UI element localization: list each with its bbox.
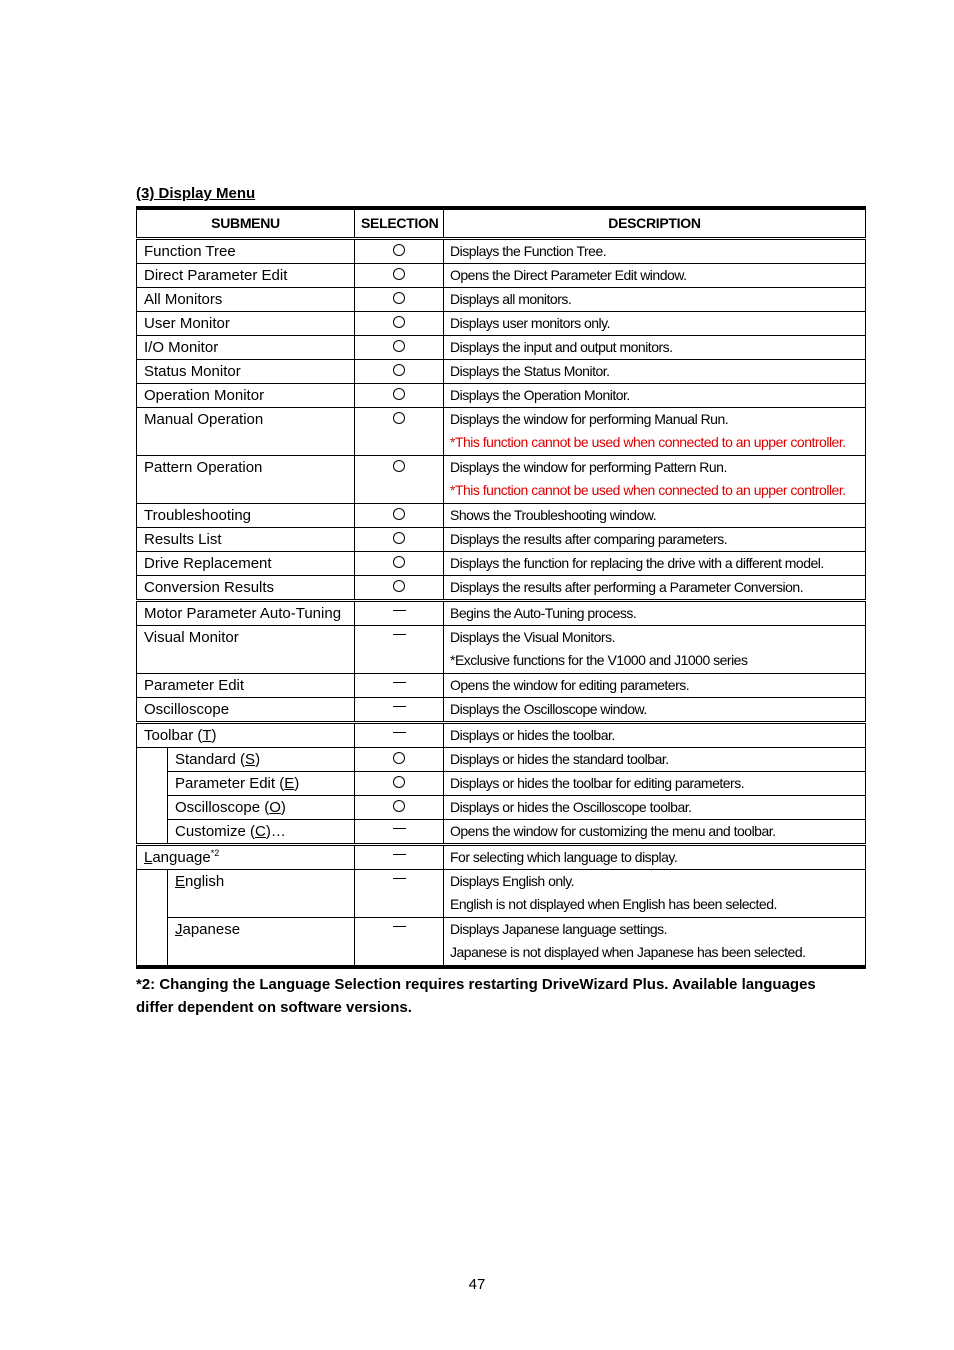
restriction-note: *This function cannot be used when connected to an upper controller. (450, 482, 846, 498)
selection-cell (355, 336, 444, 360)
description: Displays or hides the Oscilloscope toolbar. (444, 796, 866, 820)
dash-mark-icon (393, 732, 406, 733)
table-row (137, 674, 866, 698)
col-header-selection: SELECTION (355, 208, 444, 239)
selection-cell (355, 552, 444, 576)
table-row (137, 360, 866, 384)
table-row (137, 772, 866, 796)
table-row (137, 820, 866, 845)
submenu-name: Conversion Results (137, 576, 355, 601)
name-suffix: apanese (182, 921, 241, 938)
circle-mark-icon (393, 752, 405, 764)
indent-cell (137, 870, 168, 968)
description: Opens the window for editing parameters. (444, 674, 866, 698)
submenu-name: Troubleshooting (137, 504, 355, 528)
access-key: T (202, 727, 212, 744)
display-menu-table (136, 206, 866, 969)
dash-mark-icon (393, 634, 406, 635)
table-row (137, 288, 866, 312)
description-line: Displays English only. (450, 873, 575, 889)
circle-mark-icon (393, 532, 405, 544)
table-row (137, 796, 866, 820)
description-line: Displays the Visual Monitors. (450, 629, 615, 645)
submenu-name: Drive Replacement (137, 552, 355, 576)
submenu-name: Visual Monitor (137, 626, 355, 674)
submenu-name: Results List (137, 528, 355, 552)
description-line: *Exclusive functions for the V1000 and J1000 series (450, 652, 748, 668)
selection-cell (355, 264, 444, 288)
description-line: Displays Japanese language settings. (450, 921, 668, 937)
submenu-name: Parameter Edit (137, 674, 355, 698)
submenu-name: Direct Parameter Edit (137, 264, 355, 288)
selection-cell (355, 845, 444, 870)
circle-mark-icon (393, 508, 405, 520)
name-suffix: ) (255, 751, 261, 768)
description: Displays the Function Tree. (444, 239, 866, 264)
col-header-description: DESCRIPTION (444, 208, 866, 239)
table-row (137, 408, 866, 456)
submenu-name: All Monitors (137, 288, 355, 312)
name-suffix: ) (294, 775, 300, 792)
submenu-name (137, 845, 355, 870)
description: For selecting which language to display. (444, 845, 866, 870)
access-key: J (175, 921, 183, 938)
description: Displays the Operation Monitor. (444, 384, 866, 408)
submenu-name (168, 796, 355, 820)
selection-cell (355, 312, 444, 336)
selection-cell (355, 918, 444, 968)
name-suffix: ) (280, 799, 286, 816)
access-key: O (269, 799, 281, 816)
submenu-name (168, 870, 355, 918)
dash-mark-icon (393, 926, 406, 927)
submenu-name: Manual Operation (137, 408, 355, 456)
selection-cell (355, 870, 444, 918)
submenu-name (168, 918, 355, 968)
circle-mark-icon (393, 292, 405, 304)
submenu-name: Pattern Operation (137, 456, 355, 504)
dash-mark-icon (393, 828, 406, 829)
selection-cell (355, 601, 444, 626)
name-prefix: Oscilloscope ( (175, 799, 270, 816)
footnote-ref: *2 (210, 848, 220, 858)
selection-cell (355, 576, 444, 601)
circle-mark-icon (393, 800, 405, 812)
circle-mark-icon (393, 580, 405, 592)
submenu-name: Status Monitor (137, 360, 355, 384)
selection-cell (355, 504, 444, 528)
table-row (137, 918, 866, 968)
table-row (137, 698, 866, 723)
selection-cell (355, 723, 444, 748)
description: Displays the input and output monitors. (444, 336, 866, 360)
description: Displays the results after comparing parameters. (444, 528, 866, 552)
table-row (137, 239, 866, 264)
description: Displays or hides the toolbar. (444, 723, 866, 748)
table-row (137, 576, 866, 601)
table-row (137, 748, 866, 772)
circle-mark-icon (393, 556, 405, 568)
name-suffix: anguage (152, 849, 211, 866)
table-row (137, 723, 866, 748)
submenu-name: Motor Parameter Auto-Tuning (137, 601, 355, 626)
description: Displays user monitors only. (444, 312, 866, 336)
description: Displays or hides the standard toolbar. (444, 748, 866, 772)
description: Displays the function for replacing the drive with a different model. (444, 552, 866, 576)
access-key: C (255, 823, 266, 840)
description: Displays the Oscilloscope window. (444, 698, 866, 723)
selection-cell (355, 748, 444, 772)
circle-mark-icon (393, 244, 405, 256)
submenu-name: Oscilloscope (137, 698, 355, 723)
circle-mark-icon (393, 364, 405, 376)
description: Begins the Auto-Tuning process. (444, 601, 866, 626)
table-row (137, 601, 866, 626)
selection-cell (355, 698, 444, 723)
name-prefix: Parameter Edit ( (175, 775, 285, 792)
description (444, 870, 866, 918)
dash-mark-icon (393, 706, 406, 707)
access-key: L (144, 849, 153, 866)
col-header-submenu: SUBMENU (137, 208, 355, 239)
name-suffix: )… (265, 823, 286, 840)
submenu-name: Operation Monitor (137, 384, 355, 408)
submenu-name (168, 748, 355, 772)
selection-cell (355, 796, 444, 820)
table-row (137, 336, 866, 360)
circle-mark-icon (393, 412, 405, 424)
table-row (137, 456, 866, 504)
table-row (137, 384, 866, 408)
table-row (137, 504, 866, 528)
description-line: Displays the window for performing Pattern Run. (450, 459, 727, 475)
description: Displays all monitors. (444, 288, 866, 312)
description: Opens the Direct Parameter Edit window. (444, 264, 866, 288)
description-line: Japanese is not displayed when Japanese has been selected. (450, 944, 806, 960)
selection-cell (355, 626, 444, 674)
table-row (137, 845, 866, 870)
circle-mark-icon (393, 388, 405, 400)
description: Shows the Troubleshooting window. (444, 504, 866, 528)
dash-mark-icon (393, 682, 406, 683)
selection-cell (355, 820, 444, 845)
description-line: Displays the window for performing Manual Run. (450, 411, 729, 427)
circle-mark-icon (393, 776, 405, 788)
dash-mark-icon (393, 854, 406, 855)
selection-cell (355, 384, 444, 408)
selection-cell (355, 360, 444, 384)
description-line: English is not displayed when English has been selected. (450, 896, 777, 912)
name-prefix: Customize ( (175, 823, 256, 840)
description (444, 408, 866, 456)
submenu-name (168, 820, 355, 845)
circle-mark-icon (393, 316, 405, 328)
description: Displays the results after performing a Parameter Conversion. (444, 576, 866, 601)
circle-mark-icon (393, 268, 405, 280)
dash-mark-icon (393, 878, 406, 879)
description (444, 456, 866, 504)
access-key: E (284, 775, 295, 792)
table-row (137, 626, 866, 674)
name-suffix: ) (211, 727, 217, 744)
page-number: 47 (468, 1276, 486, 1293)
description: Opens the window for customizing the menu and toolbar. (444, 820, 866, 845)
submenu-name (168, 772, 355, 796)
selection-cell (355, 456, 444, 504)
submenu-name: Function Tree (137, 239, 355, 264)
circle-mark-icon (393, 460, 405, 472)
name-prefix: Toolbar ( (144, 727, 203, 744)
table-row (137, 264, 866, 288)
description (444, 918, 866, 968)
selection-cell (355, 288, 444, 312)
selection-cell (355, 674, 444, 698)
selection-cell (355, 772, 444, 796)
footnote: *2: Changing the Language Selection requires restarting DriveWizard Plus. Available languages differ dependent on software versions. (136, 976, 816, 1016)
table-row (137, 552, 866, 576)
description: Displays or hides the toolbar for editing parameters. (444, 772, 866, 796)
section-heading: (3) Display Menu (136, 185, 256, 202)
restriction-note: *This function cannot be used when connected to an upper controller. (450, 434, 846, 450)
submenu-name (137, 723, 355, 748)
table-row (137, 312, 866, 336)
name-prefix: Standard ( (175, 751, 246, 768)
table-row (137, 870, 866, 918)
submenu-name: I/O Monitor (137, 336, 355, 360)
selection-cell (355, 239, 444, 264)
selection-cell (355, 408, 444, 456)
table-row (137, 528, 866, 552)
selection-cell (355, 528, 444, 552)
dash-mark-icon (393, 610, 406, 611)
description (444, 626, 866, 674)
name-suffix: nglish (185, 873, 225, 890)
table-header-row (137, 208, 866, 239)
indent-cell (137, 748, 168, 845)
access-key: E (175, 873, 186, 890)
access-key: S (245, 751, 256, 768)
description: Displays the Status Monitor. (444, 360, 866, 384)
circle-mark-icon (393, 340, 405, 352)
submenu-name: User Monitor (137, 312, 355, 336)
